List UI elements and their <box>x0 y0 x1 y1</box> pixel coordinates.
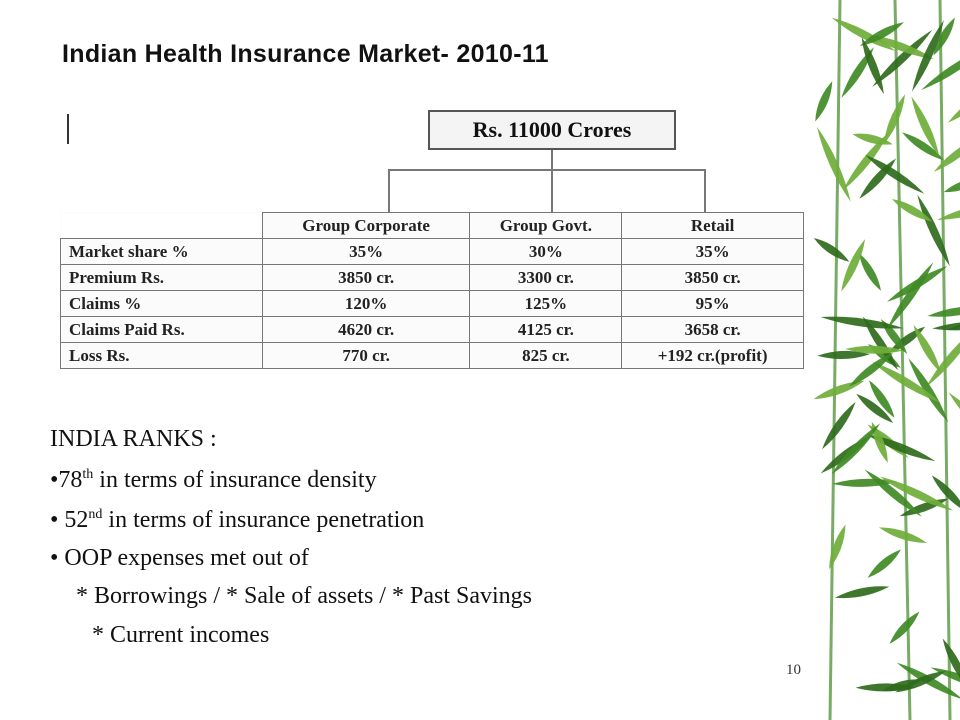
connector-vertical-top <box>551 150 553 170</box>
row-label: Premium Rs. <box>61 265 263 291</box>
column-header: Retail <box>622 213 804 239</box>
table-corner-cell <box>61 213 263 239</box>
row-label: Claims Paid Rs. <box>61 317 263 343</box>
table-cell: 30% <box>470 239 622 265</box>
slide-title: Indian Health Insurance Market- 2010-11 <box>62 40 549 68</box>
ranks-heading: INDIA RANKS : <box>50 426 217 452</box>
table-cell: 825 cr. <box>470 343 622 369</box>
text-cursor <box>67 114 69 144</box>
row-label: Loss Rs. <box>61 343 263 369</box>
row-label: Market share % <box>61 239 263 265</box>
oop-sources-line: * Borrowings / * Sale of assets / * Past Savings <box>76 583 532 609</box>
table-cell: 3658 cr. <box>622 317 804 343</box>
total-market-box: Rs. 11000 Crores <box>428 110 676 150</box>
connector-drop-govt <box>551 169 553 212</box>
table-row <box>61 343 804 369</box>
rank-penetration-item <box>50 508 424 532</box>
page-number: 10 <box>786 662 801 678</box>
table-cell: 3300 cr. <box>470 265 622 291</box>
connector-drop-retail <box>704 169 706 212</box>
table-cell: 4620 cr. <box>262 317 470 343</box>
oop-expenses-item: • OOP expenses met out of <box>50 545 309 571</box>
rank-number: 78 <box>58 467 83 493</box>
table-row <box>61 317 804 343</box>
table-row <box>61 265 804 291</box>
rank-density-item <box>50 468 377 492</box>
rank-suffix: th <box>82 467 94 482</box>
rank-suffix: nd <box>88 507 103 522</box>
table-row <box>61 291 804 317</box>
market-share-table <box>60 212 804 369</box>
table-cell: 95% <box>622 291 804 317</box>
table-cell: 35% <box>262 239 470 265</box>
column-header: Group Govt. <box>470 213 622 239</box>
column-header: Group Corporate <box>262 213 470 239</box>
rank-text: in terms of insurance density <box>93 467 377 493</box>
row-label: Claims % <box>61 291 263 317</box>
table-cell: 120% <box>262 291 470 317</box>
table-cell: 770 cr. <box>262 343 470 369</box>
table-cell: 125% <box>470 291 622 317</box>
table-row <box>61 239 804 265</box>
table-cell: 3850 cr. <box>262 265 470 291</box>
table-cell: 3850 cr. <box>622 265 804 291</box>
oop-sources-line-2: * Current incomes <box>92 622 270 648</box>
rank-number: 52 <box>64 507 89 533</box>
table-cell: 35% <box>622 239 804 265</box>
table-cell: +192 cr.(profit) <box>622 343 804 369</box>
rank-text: in terms of insurance penetration <box>102 507 425 533</box>
bamboo-leaves-icon <box>800 0 960 720</box>
bullet: • <box>50 467 59 493</box>
table-cell: 4125 cr. <box>470 317 622 343</box>
connector-horizontal <box>388 169 706 171</box>
connector-drop-corporate <box>388 169 390 212</box>
table-header-row <box>61 213 804 239</box>
bullet: • <box>50 507 65 533</box>
